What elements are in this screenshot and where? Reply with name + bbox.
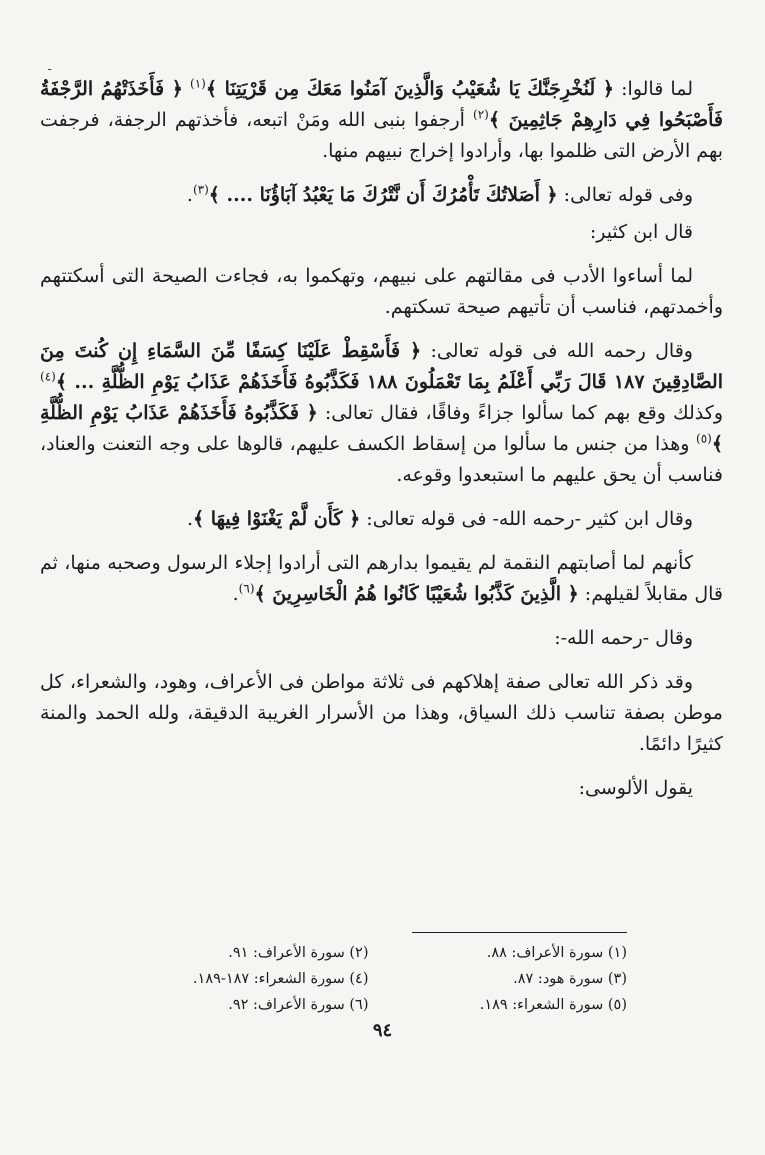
footnote-ref: (٢) (473, 107, 489, 122)
footnote: (٣) سورة هود: ٨٧. (513, 971, 627, 987)
quran-verse: ﴿ فَكَذَّبُوهُ فَأَخَذَهُمْ عَذَابُ يَوْمِ الظُّلَّةِ ﴾ (40, 402, 723, 455)
text-run: وهذا من جنس ما سألوا من إسقاط الكسف عليهم، قالوها على وجه التعنت والعناد، فناسب أن يحق عليهم ما استبعدوا وقوعه. (40, 433, 723, 486)
quran-verse: ﴿ لَنُخْرِجَنَّكَ يَا شُعَيْبُ وَالَّذِينَ آمَنُوا مَعَكَ مِن قَرْيَتِنَا ﴾ (205, 78, 615, 100)
footnote: (٢) سورة الأعراف: ٩١. (228, 945, 369, 961)
footnote-ref: (١) (190, 76, 206, 91)
body-text (40, 74, 723, 817)
text-run: لما قالوا: (614, 78, 693, 100)
quran-verse: ﴿ أَصَلاتُكَ تَأْمُرُكَ أَن نَّتْرُكَ مَا يَعْبُدُ آبَاؤُنَا .... ﴾ (208, 184, 558, 206)
footnote: (٤) سورة الشعراء: ١٨٧-١٨٩. (192, 971, 369, 987)
page-number: ٩٤ (372, 1020, 393, 1041)
margin-mark: ـ (48, 60, 52, 73)
text-run: . (232, 583, 239, 605)
paragraph (40, 261, 723, 323)
footnote-separator (412, 932, 627, 933)
paragraph (40, 773, 723, 804)
text-run: لما أساءوا الأدب فى مقالتهم على نبيهم، وتهكموا به، فجاءت الصيحة التى أسكتتهم وأخمدتهم، فناسب أن تأتيهم صيحة تسكتهم. (40, 265, 723, 318)
text-run: وقال رحمه الله فى قوله تعالى: (421, 340, 693, 362)
text-run: . (186, 184, 193, 206)
text-run: وفى قوله تعالى: (557, 184, 693, 206)
paragraph (40, 336, 723, 491)
text-run: وقال -رحمه الله-: (554, 627, 693, 649)
paragraph (40, 74, 723, 167)
footnote-ref: (٣) (192, 182, 209, 197)
paragraph (40, 180, 723, 211)
footnote: (٦) سورة الأعراف: ٩٢. (228, 997, 369, 1013)
paragraph (40, 667, 723, 760)
quran-verse: ﴿ فَأَسْقِطْ عَلَيْنَا كِسَفًا مِّنَ السَّمَاءِ إِن كُنتَ مِنَ الصَّادِقِينَ ١٨٧ قَالَ رَبِّي أَعْلَمُ بِمَا تَعْمَلُونَ ١٨٨ فَكَذَّبُوهُ فَأَخَذَهُمْ عَذَابُ يَوْمِ الظُّلَّةِ ... ﴾ (40, 340, 723, 393)
paragraph (40, 504, 723, 535)
text-run: كأنهم لما أصابتهم النقمة لم يقيموا بدارهم التى أرادوا إجلاء الرسول وصحبه منها، ثم قال مقابلاً لقيلهم: (40, 552, 723, 605)
footnote-ref: (٤) (40, 369, 56, 384)
text-run: أرجفوا بنبى الله ومَنْ اتبعه، فأخذتهم الرجفة، فرجفت بهم الأرض التى ظلموا بها، وأرادوا إخراج نبيهم منها. (40, 109, 723, 162)
text-run: قال ابن كثير: (589, 221, 693, 243)
quran-verse: ﴿ كَأَن لَّمْ يَغْنَوْا فِيهَا ﴾ (193, 508, 361, 530)
footnote-ref: (٥) (696, 431, 712, 446)
footnotes (150, 940, 627, 1018)
paragraph (40, 217, 723, 248)
text-run: وقال ابن كثير -رحمه الله- فى قوله تعالى: (360, 508, 693, 530)
paragraph (40, 623, 723, 654)
footnote-ref: (٦) (238, 581, 255, 596)
text-run: . (187, 508, 194, 530)
paragraph (40, 548, 723, 610)
text-run: وقد ذكر الله تعالى صفة إهلاكهم فى ثلاثة مواطن فى الأعراف، وهود، والشعراء، كل موطن بصفة تناسب ذلك السياق، وهذا من الأسرار الغريبة الدقيقة، ولله الحمد والمنة كثيرًا دائمًا. (40, 671, 723, 755)
footnote: (٥) سورة الشعراء: ١٨٩. (479, 997, 627, 1013)
text-run (183, 78, 190, 100)
text-run: يقول الألوسى: (578, 777, 693, 799)
footnote: (١) سورة الأعراف: ٨٨. (486, 945, 627, 961)
text-run: وكذلك وقع بهم كما سألوا جزاءً وفاقًا، فقال تعالى: (317, 402, 723, 424)
quran-verse: ﴿ الَّذِينَ كَذَّبُوا شُعَيْبًا كَانُوا هُمُ الْخَاسِرِينَ ﴾ (254, 583, 579, 605)
quran-verse: ﴿ فَأَخَذَتْهُمُ الرَّجْفَةُ فَأَصْبَحُوا فِي دَارِهِمْ جَاثِمِينَ ﴾ (40, 78, 723, 131)
